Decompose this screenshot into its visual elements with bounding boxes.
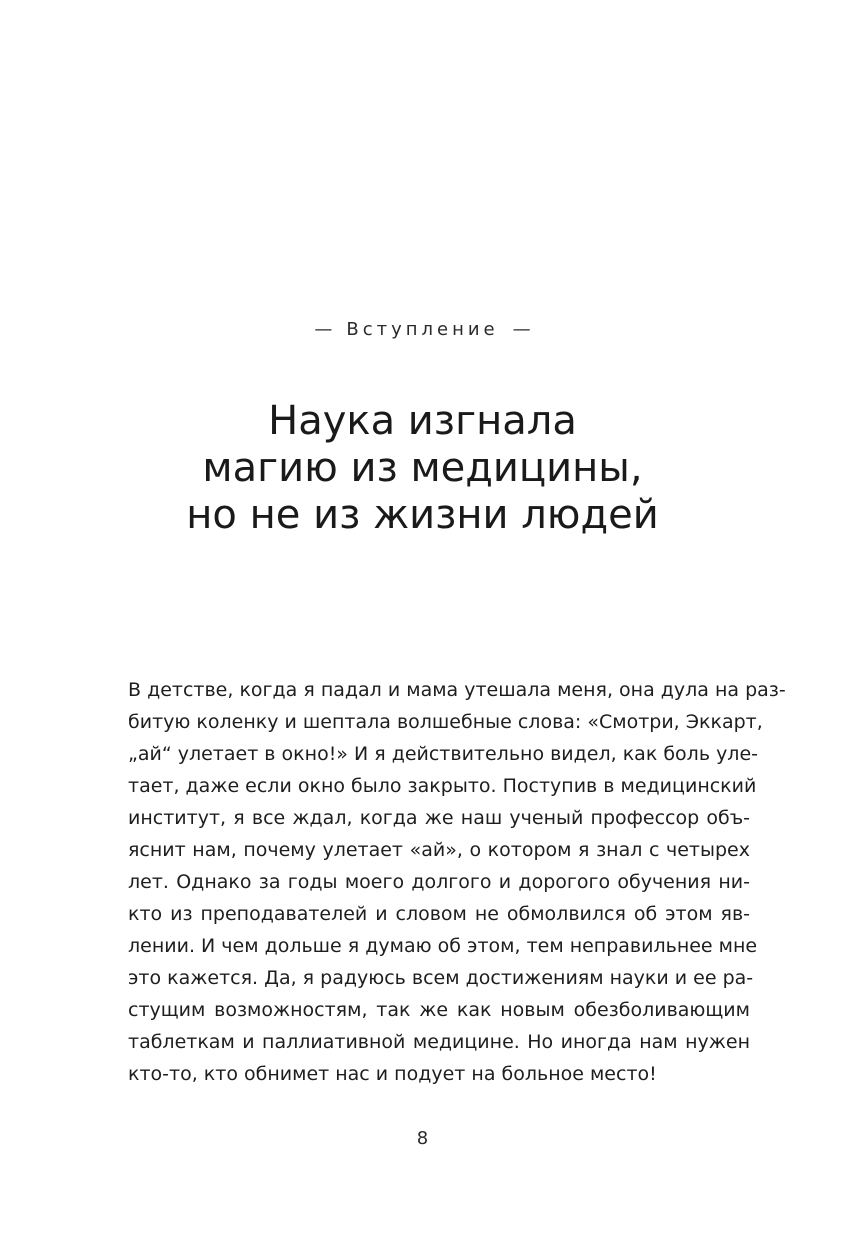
paragraph-line: тает, даже если окно было закрыто. Поступив в медицинский (128, 775, 757, 797)
paragraph-line: кто-то, кто обнимет нас и подует на больное место! (128, 1063, 657, 1085)
section-dash-left: — (314, 319, 333, 340)
page-number: 8 (416, 1128, 429, 1149)
paragraph-line: стущим возможностям, так же как новым обезболивающим (128, 999, 750, 1021)
paragraph-line: институт, я все ждал, когда же наш ученый профессор объ- (128, 807, 750, 829)
section-dash-right: — (512, 319, 531, 340)
paragraph-line: лет. Однако за годы моего долгого и дорогого обучения ни- (128, 871, 750, 893)
chapter-title-line: магию из медицины, (202, 445, 643, 491)
paragraph-line: „ай“ улетает в окно!» И я действительно видел, как боль уле- (128, 743, 758, 765)
paragraph-line: яснит нам, почему улетает «ай», о котором я знал с четырех (128, 839, 750, 861)
paragraph-line: В детстве, когда я падал и мама утешала меня, она дула на раз- (128, 679, 786, 701)
chapter-title-line: но не из жизни людей (186, 492, 659, 538)
paragraph-line: это кажется. Да, я радуюсь всем достижениям науки и ее ра- (128, 967, 754, 989)
paragraph-line: кто из преподавателей и словом не обмолвился об этом яв- (128, 903, 750, 925)
section-label (0, 318, 845, 342)
paragraph-line: таблеткам и паллиативной медицине. Но иногда нам нужен (128, 1031, 750, 1053)
section-label-text: Вступление (346, 319, 499, 340)
paragraph-line: битую коленку и шептала волшебные слова: «Смотри, Эккарт, (128, 711, 763, 733)
body-paragraph (128, 674, 786, 1090)
chapter-title-line: Наука изгнала (268, 398, 577, 444)
chapter-title (0, 398, 845, 539)
paragraph-line: лении. И чем дольше я думаю об этом, тем неправильнее мне (128, 935, 758, 957)
